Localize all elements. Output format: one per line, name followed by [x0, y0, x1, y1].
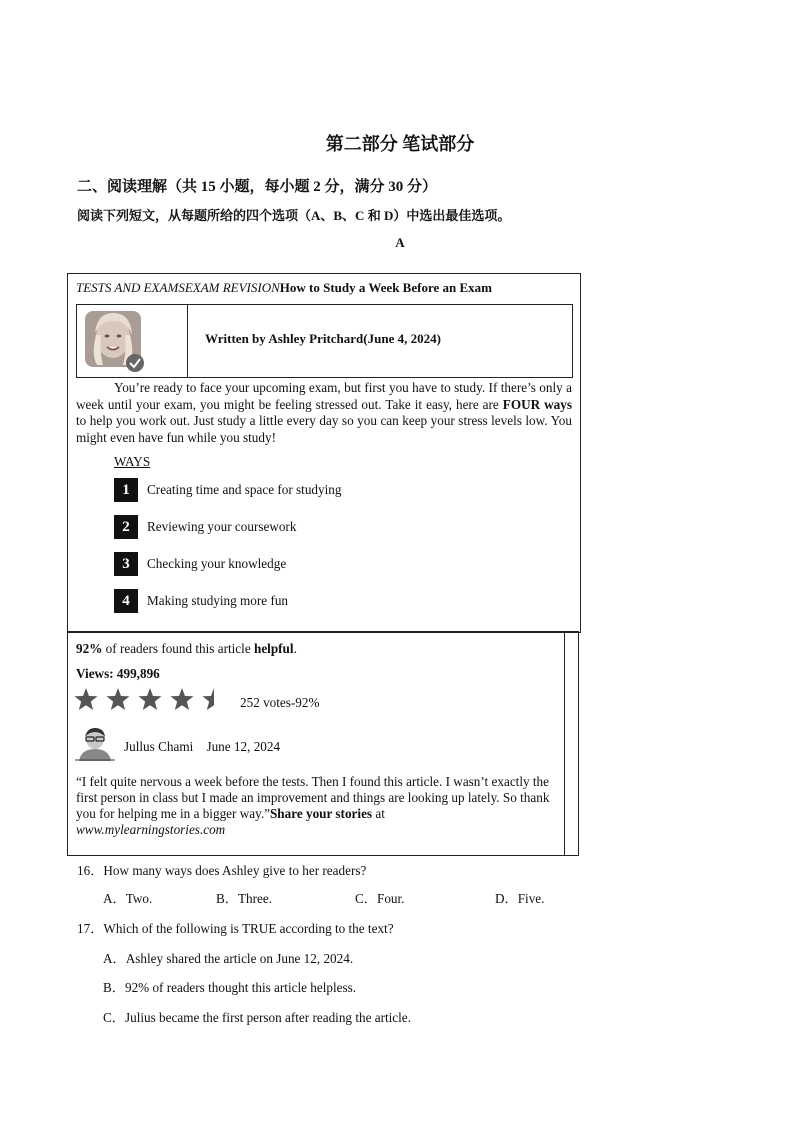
share-label: Share your stories: [269, 806, 373, 821]
part-title: 第二部分 笔试部分: [325, 134, 475, 154]
website-link: www.mylearningstories.com: [76, 822, 226, 837]
intro-text-2: to help you work out. Just study a little every day so you can keep your stress levels low. You might even have fun while you study!: [76, 413, 572, 445]
option-a: A．Ashley shared the article on June 12, 2024.: [103, 951, 354, 966]
commenter-name: Jullus Chami: [124, 739, 194, 754]
way-number-badge: 4: [114, 589, 138, 613]
article-title: How to Study a Week Before an Exam: [279, 280, 492, 295]
option-d: D．Five.: [495, 891, 545, 906]
option-c: C．Four.: [355, 891, 405, 906]
comment-date: June 12, 2024: [206, 739, 281, 754]
article-box: [67, 273, 581, 633]
way-text: Making studying more fun: [147, 593, 289, 608]
intro-bold: FOUR ways: [502, 396, 572, 412]
helpful-line: [76, 641, 297, 657]
instructions: 阅读下列短文，从每题所给的四个选项（A、B、C 和 D）中选出最佳选项。: [77, 208, 511, 223]
article-header: [76, 280, 492, 296]
question-text: Which of the following is TRUE according to the text?: [103, 921, 394, 936]
option-b: B．Three.: [216, 891, 273, 906]
star-icon: [107, 688, 130, 710]
star-rating: [74, 687, 224, 713]
question-number: 16．: [77, 863, 104, 878]
votes-count: 252 votes-92%: [240, 695, 320, 710]
share-at: at: [372, 806, 385, 821]
half-star-icon: [203, 688, 225, 710]
way-text: Reviewing your coursework: [147, 519, 297, 534]
helpful-period: .: [293, 641, 297, 656]
question-text: How many ways does Ashley give to her readers?: [103, 863, 367, 878]
article-category: TESTS AND EXAMSEXAM REVISION: [76, 280, 280, 295]
way-number-badge: 3: [114, 552, 138, 576]
way-number-badge: 2: [114, 515, 138, 539]
star-icon: [75, 688, 98, 710]
star-icon: [139, 688, 162, 710]
intro-text-1: You’re ready to face your upcoming exam, but first you have to study. If there’s only a week until your exam, you might be feeling stressed out. Take it easy, here are: [76, 380, 572, 412]
comment-quote: [76, 774, 556, 838]
comment-meta: [124, 739, 280, 755]
helpful-percent: 92%: [76, 641, 103, 656]
commenter-avatar: [75, 727, 115, 761]
way-text: Creating time and space for studying: [147, 482, 342, 497]
helpful-word: helpful: [253, 641, 294, 656]
passage-letter: A: [395, 235, 405, 250]
way-text: Checking your knowledge: [147, 556, 287, 571]
question-17: [77, 918, 394, 937]
option-b: B．92% of readers thought this article helpless.: [103, 980, 357, 995]
views-count: Views: 499,896: [76, 666, 160, 681]
article-intro: [76, 380, 572, 446]
author-photo: [77, 305, 188, 377]
quote-text: “I felt quite nervous a week before the tests. Then I found this article. I wasn’t exactly the first person in class but I made an improvement and things are looking up lately. So thank you for helping me in a bigger way.”: [76, 774, 550, 821]
author-byline: Written by Ashley Pritchard(June 4, 2024): [205, 331, 441, 346]
question-16: [77, 860, 366, 879]
way-number-badge: 1: [114, 478, 138, 502]
star-icon: [171, 688, 194, 710]
feedback-box-side: [563, 631, 579, 856]
helpful-mid: of readers found this article: [102, 641, 254, 656]
ways-label: WAYS: [114, 454, 151, 469]
option-c: C．Julius became the first person after reading the article.: [103, 1010, 411, 1025]
feedback-box: [67, 631, 565, 856]
section-title: 二、阅读理解（共 15 小题，每小题 2 分，满分 30 分）: [77, 179, 438, 195]
option-a: A．Two.: [103, 891, 153, 906]
author-table: [76, 304, 573, 378]
question-number: 17．: [77, 921, 104, 936]
